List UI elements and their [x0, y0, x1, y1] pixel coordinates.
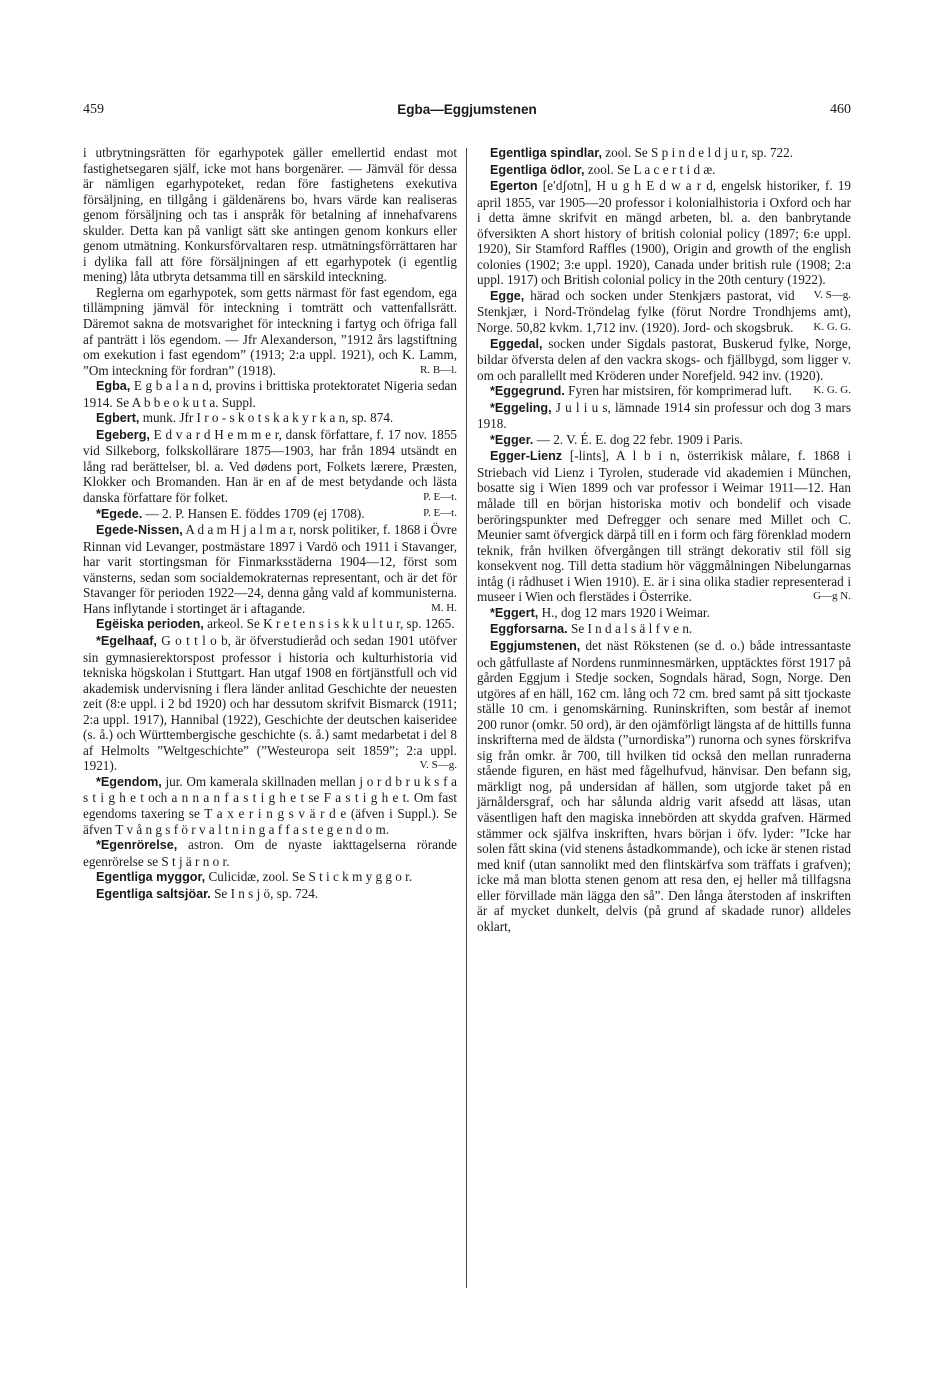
- running-head: Egba—Eggjumstenen: [397, 102, 537, 117]
- entry-headword: Egëiska perioden,: [96, 617, 204, 632]
- dictionary-entry: [83, 522, 457, 616]
- entry-headword: Eggedal,: [490, 336, 543, 351]
- author-signature: R. B—l.: [420, 363, 457, 376]
- entry-headword: *Eggert,: [490, 605, 539, 620]
- entry-headword: Egentliga myggor,: [96, 870, 206, 885]
- entry-headword: Egbert,: [96, 411, 140, 426]
- entry-headword: Egger-Lienz: [490, 449, 563, 464]
- author-signature: M. H.: [431, 601, 457, 614]
- dictionary-entry: [477, 432, 851, 449]
- entry-text: [e′dʃotn], H u g h E d w a r d, engelsk historiker, f. 19 april 1855, var 1905—20 professor i kolonialhistoria i Oxford och har i detta ämne skrifvit en mängd arbeten, bl. a. den banbrytande öfversikten A short history of british colonial policy (1897; 6:e uppl. 1920), Sir Stamford Raffles (1900), Origin and growth of the english colonies (1902; 3:e uppl. 1920), Canada under british rule (1908; 2:a uppl. 1917) och British colonial policy in the 20th century (1922).: [477, 178, 852, 288]
- dictionary-entry: [83, 633, 457, 774]
- dictionary-entry: [477, 621, 851, 638]
- page-header: [83, 102, 851, 122]
- page-number-right: 460: [830, 102, 851, 117]
- dictionary-entry: [477, 448, 851, 604]
- page-number-left: 459: [83, 102, 104, 117]
- entry-text: — 2. P. Hansen E. föddes 1709 (ej 1708).: [145, 505, 365, 521]
- dictionary-entry: [83, 506, 457, 523]
- entry-text: — 2. V. É. E. dog 22 febr. 1909 i Paris.: [536, 431, 743, 447]
- entry-headword: Egge,: [490, 288, 525, 303]
- dictionary-entry: [83, 616, 457, 633]
- entry-headword: Egentliga spindlar,: [490, 146, 602, 160]
- entry-text: zool. Se S p i n d e l d j u r, sp. 722.: [605, 145, 794, 160]
- column-divider: [466, 148, 467, 1288]
- dictionary-entry: [477, 162, 851, 179]
- entry-headword: Egerton: [490, 179, 538, 194]
- author-signature: G—g N.: [813, 590, 851, 603]
- dictionary-entry: [83, 145, 457, 285]
- dictionary-entry: [83, 427, 457, 506]
- entry-text: Reglerna om egarhypotek, som getts närmast för fast egendom, ega tillämpning jämväl för inteckning i tomträtt och vattenfallsrätt. Däremot sakna de motsvarighet för inteckning i fartyg och öfriga fall af panträtt i lös egendom. — Jfr Alexanderson, ”1912 års lagstiftning om exekution i fast egendom” (1913; 2:a uppl. 1921), och K. Lamm, ”Om inteckning för fordran” (1918).: [83, 284, 457, 378]
- entry-headword: *Egger.: [490, 432, 534, 447]
- entry-text: Se I n s j ö, sp. 724.: [214, 885, 319, 901]
- dictionary-entry: [83, 886, 457, 903]
- entry-text: jur. Om kamerala skillnaden mellan j o r d b r u k s f a s t i g h e t och a n n a n f a s t i g h e t se F a s t i g h e t. Om fast egendoms taxering se T a x e r i n g s v ä r d e (äfven i Suppl.). Se äfven T v å n g s f ö r v a l t n i n g a f f a s t e g e n d o m.: [83, 773, 458, 837]
- entry-text: arkeol. Se K r e t e n s i s k k u l t u r, sp. 1265.: [207, 616, 455, 632]
- entry-text: E d v a r d H e m m e r, dansk författare, f. 17 nov. 1855 vid Silkeborg, folkskollärare 1875—1903, har från 1894 utsändt en lång rad berättelser, bl. a. Ved dødens port, Folkets lærere, Præsten, Klokker och Bromanden. Han är en af de mest betydande och lästa danska författare för folket.: [83, 426, 458, 506]
- entry-headword: *Egenrörelse,: [96, 838, 178, 853]
- entry-text: [-lints], A l b i n, österrikisk målare, f. 1868 i Striebach vid Lienz i Tyrolen, studerade vid akademien i München, bosatte sig i Wien 1899 och var professor i Weimar 1911—12. Han målade till en början historiska motiv och bondelif och visade beröringspunkter med Defregger och senare med Millet och C. Meunier samt öfvergick därpå till en i form och färg förenklad modern teknik, från hvilken öfvergången till strängt dekorativ stil föll sig konsekvent nog. Till detta stadium hör väggmålningen Nibelungarnas intåg (i rådhuset i Wien 1910). E. är i sina olika stadier representerad i museer i Wien och flerstädes i Österrike.: [477, 448, 852, 605]
- entry-text: socken under Sigdals pastorat, Buskerud fylke, Norge, bildar öfversta delen af den vackra skogs- och fjällbygd, som ligger v. om och parallellt med Kröderen under Norefjeld. 942 inv. (1920).: [477, 335, 852, 383]
- dictionary-entry: [477, 288, 851, 336]
- entry-headword: *Egelhaaf,: [96, 633, 157, 648]
- dictionary-entry: [477, 145, 851, 162]
- left-column: [83, 145, 457, 902]
- entry-text: Se I n d a l s ä l f v e n.: [570, 621, 693, 637]
- entry-headword: Egeberg,: [96, 427, 150, 442]
- entry-headword: Egba,: [96, 379, 131, 394]
- entry-headword: *Egede.: [96, 506, 143, 521]
- dictionary-entry: [83, 774, 457, 837]
- entry-text: astron. Om de nyaste iakttagelserna rörande egenrörelse se S t j ä r n o r.: [83, 837, 457, 869]
- entry-text: Fyren har mistsiren, för komprimerad luft.: [568, 383, 792, 399]
- entry-headword: *Egendom,: [96, 774, 162, 789]
- dictionary-entry: [477, 383, 851, 400]
- dictionary-entry: [83, 410, 457, 427]
- entry-text: J u l i u s, lämnade 1914 sin professur och dog 3 mars 1918.: [477, 399, 851, 432]
- author-signature: V. S—g.: [813, 288, 851, 301]
- author-signature: V. S—g.: [419, 759, 457, 772]
- entry-text: G o t t l o b, är öfverstudieråd och sedan 1901 utöfver sin gymnasierektorspost professor i historia och kulturhistoria vid tekniska högskolan i Stuttgart. Han utgaf 1908 en förtjänstfull och vid akademisk undervisning i flera länder anlitad Geschichte der neuesten zeit (8:e uppl. i 2 bd 1920) och har dessutom skrifvit Bismarck (1911; 2:a uppl. 1917), Hannibal (1922), Geschichte der deutschen kaiseridee (s. å.) och Württembergische geschichte (s. å.) samt medarbetat i del 8 af Helmolts ”Weltgeschichte” (”Westeuropa seit 1859”; 2:a uppl. 1921).: [83, 632, 458, 774]
- entry-text: A d a m H j a l m a r, norsk politiker, f. 1868 i Övre Rinnan vid Levanger, postmästare 1897 i Vardö och 1911 i Stavanger, har varit stortingsman för Finmarksstäderna 1904—12, först som vänsterns, sedan som socialdemokraternas representant, och är det för Stavanger för perioden 1922—24, denna gång vald af kommunisterna. Hans inflytande i stortinget är i aftagande.: [83, 522, 457, 616]
- author-signature: P. E—t.: [423, 506, 457, 519]
- entry-text: munk. Jfr I r o - s k o t s k a k y r k a n, sp. 874.: [142, 410, 394, 426]
- entry-headword: Eggjumstenen,: [490, 638, 581, 653]
- entry-text: E g b a l a n d, provins i brittiska protektoratet Nigeria sedan 1914. Se A b b e o k u t a. Suppl.: [83, 378, 457, 410]
- dictionary-entry: [477, 638, 851, 934]
- entry-headword: *Eggegrund.: [490, 384, 565, 399]
- entry-text: det näst Rökstenen (se d. o.) både intressantaste och gåtfullaste af Nordens runminnesmärken, upptäcktes först 1917 på gården Eggjum i Stedje socken, Sogndals härad, Sogn, Norge. Den utgöres af en häll, 162 cm. lång och 72 cm. bred samt på sitt tjockaste ställe 10 cm. i genomskärning. Runinskriften, som består af inemot 200 runor (omkr. 50 ord), är den ojämförligt längsta af de hittills funna inskrifterna med de äldsta (”urnordiska”) runorna och synes förskrifva sig från omkr. år 700, till hvilken tid också den mellan runraderna stående figuren, en häst med fågelhufvud, hänvisar. Den befann sig, märkligt nog, på undersidan af hällen, som utgjorde taket på en järnåldersgraf, och har sålunda aldrig varit afsedd att läsas, utan väsentligen haft den magiska innebörden att skydda grafven. Härmed stämmer ock själfva inskriften, hvars början i öfv. lyder: ”Icke har solen fått skina (vid stenens åstadkommande), och icke är stenen ristad med knif (utan sannolikt med den flintskärfva som träffats i grafven); icke må man blotta stenen genom att resa den, ej heller må tillfagsna eller förvillade män lägga den så”. Den långa återstoden af inskriften är af mycket dunkelt, delvis (på grund af skadade runor) alldeles oklart,: [477, 637, 852, 934]
- entry-text: i utbrytningsrätten för egarhypotek gäller emellertid endast mot fastighetsegaren själf, icke mot hans borgenärer. — Jämväl för dessa är nämligen egarhypoteket, redan före fastighetens exekutiva försäljning, en tillgång i gäldenärens bo, hvars värde kan realiseras genom försäljning och tas i anspråk för betalning af innehafvarens skulder. Detta kan på vanligt sätt ske antingen genom konkurs eller genom utmätning. Konkursförvaltaren resp. utmätningsförrättaren har i dylika fall att före försäljningen af ett egarhypotek (i egentlig mening) låta utbryta detsamma till en särskild inteckning.: [83, 145, 457, 285]
- dictionary-entry: [477, 400, 851, 432]
- entry-text: Culicidæ, zool. Se S t i c k m y g g o r.: [208, 869, 413, 885]
- dictionary-entry: [83, 837, 457, 869]
- author-signature: K. G. G.: [813, 321, 851, 334]
- author-signature: K. G. G.: [813, 384, 851, 397]
- dictionary-entry: [477, 605, 851, 622]
- entry-headword: *Eggeling,: [490, 400, 552, 415]
- entry-headword: Eggforsarna.: [490, 622, 568, 637]
- right-column: [477, 145, 851, 934]
- author-signature: P. E—t.: [423, 491, 457, 504]
- entry-headword: Egentliga ödlor,: [490, 162, 585, 177]
- dictionary-entry: [83, 378, 457, 410]
- entry-text: H., dog 12 mars 1920 i Weimar.: [541, 604, 710, 620]
- dictionary-entry: [83, 285, 457, 378]
- entry-text: härad och socken under Stenkjærs pastorat, vid Stenkjær, i Nord-Tröndelag fylke (förut Nordre Trondhjems amt), Norge. 50,82 kvkm. 1,712 inv. (1920). Jord- och skogsbruk.: [477, 287, 851, 336]
- entry-headword: Egede-Nissen,: [96, 523, 183, 538]
- entry-headword: Egentliga saltsjöar.: [96, 886, 211, 901]
- dictionary-entry: [83, 869, 457, 886]
- entry-text: zool. Se L a c e r t i d æ.: [587, 161, 716, 177]
